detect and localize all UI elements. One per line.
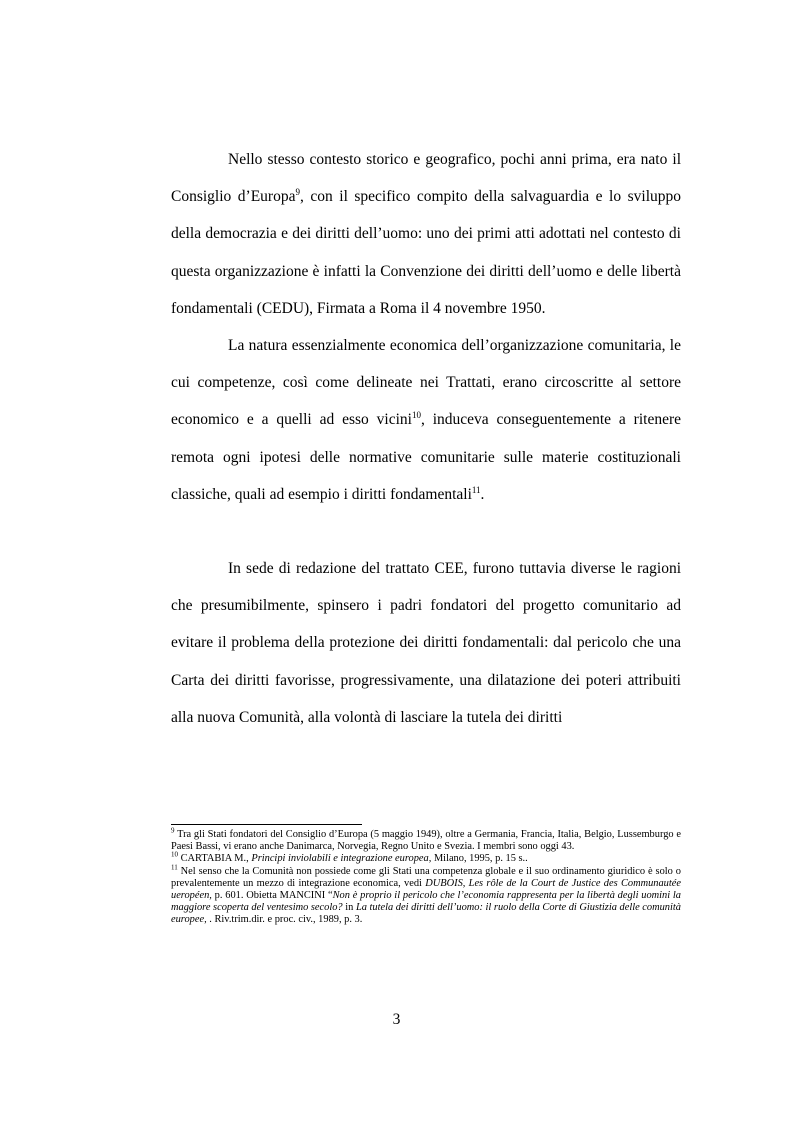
footnote-9	[171, 826, 681, 853]
paragraph-trattato-cee	[171, 550, 681, 736]
footnote-number: 10	[171, 850, 178, 859]
footnote-text: . Riv.trim.dir. e proc. civ., 1989, p. 3.	[209, 914, 363, 926]
footnote-number: 11	[171, 863, 178, 872]
paragraph-text: .	[480, 485, 485, 503]
footnote-author: CARTABIA M.,	[180, 853, 249, 865]
footnote-number: 9	[171, 826, 175, 835]
footnote-text: p. 601. Obietta MANCINI “	[214, 890, 333, 902]
paragraph-text: , con il specifico compito della salvaguardia e lo sviluppo della democrazia e dei diritti dell’uomo: uno dei primi atti adottati nel contesto di questa organizzazione è infatti la Convenzione dei diritti dell’uomo e delle libertà fondamentali (CEDU), Firmata a Roma il 4 novembre 1950.	[171, 188, 682, 317]
footnotes	[171, 826, 681, 927]
paragraph-consiglio-europa	[171, 141, 681, 327]
footnote-11	[171, 863, 681, 927]
paragraph-text: , induceva conseguentemente a ritenere remota ogni ipotesi delle normative comunitarie sulle materie costituzionali classiche, quali ad esempio i diritti fondamentali	[171, 411, 681, 503]
footnote-citation: DUBOIS, Les rôle de la Court de Justice des Communautée ueropéen,	[171, 877, 681, 902]
footnote-quote: Non è proprio il pericolo che l’economia rappresenta per la libertà degli uomini la maggiore scoperta del ventesimo secolo?	[171, 890, 681, 914]
paragraph-text: In sede di redazione del trattato CEE, furono tuttavia diverse le ragioni che presumibilmente, spinsero i padri fondatori del progetto comunitario ad evitare il problema della protezione dei diritti fondamentali: dal pericolo che una Carta dei diritti favorisse, progressivamente, una dilatazione dei poteri attribuiti alla nuova Comunità, alla volontà di lasciare la tutela dei diritti	[171, 560, 681, 726]
page-number: 3	[392, 1011, 401, 1028]
footnote-text: Nel senso che la Comunità non possiede come gli Stati una competenza globale e il suo ordinamento giuridico è solo o prevalentemente un mezzo di integrazione economica, vedi	[171, 865, 681, 889]
paragraph-natura-economica	[171, 327, 681, 513]
footnote-text: in	[345, 902, 354, 914]
footnote-10	[171, 850, 681, 865]
footnote-separator	[171, 824, 362, 825]
body-text	[171, 141, 681, 736]
footnote-text: Tra gli Stati fondatori del Consiglio d’Europa (5 maggio 1949), oltre a Germania, Francia, Italia, Belgio, Lussemburgo e Paesi Bassi, vi erano anche Danimarca, Norvegia, Regno Unito e Svezia. I membri sono oggi 43.	[171, 829, 681, 853]
paragraph-text: La natura essenzialmente economica dell’organizzazione comunitaria, le cui competenze, così come delineate nei Trattati, erano circoscritte al settore economico e a quelli ad esso vicini	[171, 337, 681, 429]
footnote-ref-9: 9	[295, 187, 300, 198]
footnote-ref-11: 11	[471, 484, 481, 495]
footnote-text: Milano, 1995, p. 15 s..	[433, 853, 528, 865]
footnote-citation: La tutela dei diritti dell’uomo: il ruolo della Corte di Giustizia delle comunità europee,	[171, 902, 681, 926]
footnote-title: Principi inviolabili e integrazione europea,	[251, 853, 432, 865]
footnote-ref-10: 10	[411, 410, 421, 421]
paragraph-text: Nello stesso contesto storico e geografico, pochi anni prima, era nato il Consiglio d’Europa	[171, 151, 681, 206]
